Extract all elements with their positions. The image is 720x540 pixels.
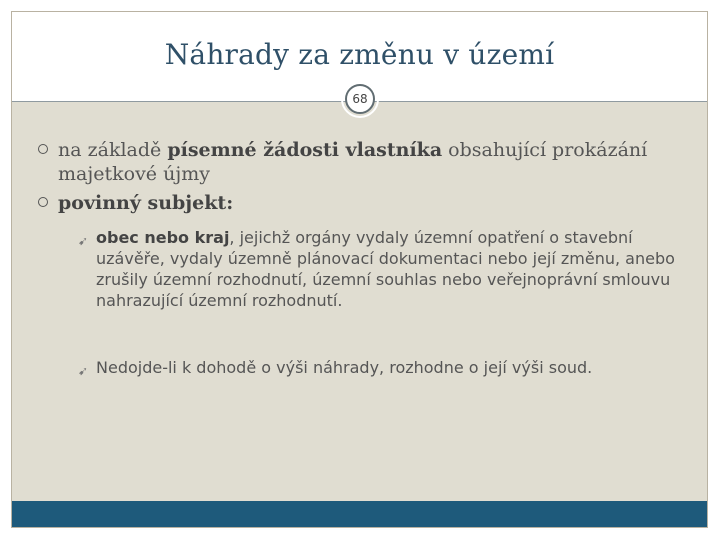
sub-bullet-text: , jejichž orgány vydaly územní opatření o stavební uzávěře, vydaly územně plánovací dokumentaci nebo její změnu, anebo zrušily územní rozhodnutí, územní souhlas nebo veřejnoprávní smlouvu nahrazující územní rozhodnutí. bbox=[96, 228, 675, 310]
sub-bullet-item bbox=[78, 357, 696, 378]
bullet-item bbox=[58, 138, 693, 186]
content-area bbox=[12, 102, 707, 527]
hollow-circle-icon bbox=[38, 144, 48, 154]
bottom-bar bbox=[12, 501, 707, 527]
bullet-text-post: obsahující prokázání majetkové újmy bbox=[58, 139, 648, 185]
bullet-item bbox=[58, 191, 693, 215]
hollow-circle-icon bbox=[38, 197, 48, 207]
bullet-text-bold: písemné žádosti vlastníka bbox=[167, 139, 443, 161]
sub-bullet-item bbox=[78, 227, 696, 311]
page-title: Náhrady za změnu v území bbox=[164, 38, 555, 71]
bullet-text-bold: povinný subjekt: bbox=[58, 192, 234, 214]
bullet-text-pre: na základě bbox=[58, 139, 168, 161]
page-number-badge: 68 bbox=[345, 84, 375, 114]
sub-bullet-bold: obec nebo kraj bbox=[96, 228, 230, 247]
sub-bullet-text: Nedojde-li k dohodě o výši náhrady, rozhodne o její výši soud. bbox=[96, 358, 593, 377]
arrow-icon: ➹ bbox=[78, 234, 89, 248]
arrow-icon: ➹ bbox=[78, 364, 89, 378]
